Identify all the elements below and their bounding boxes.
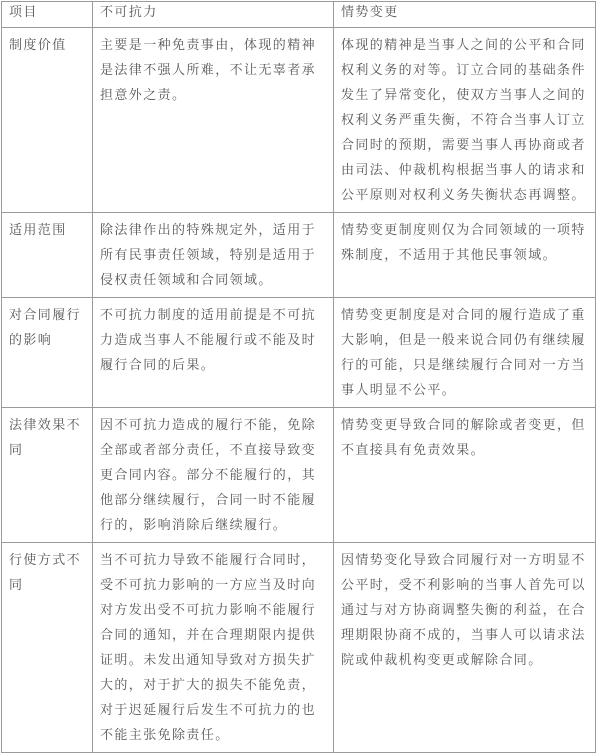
change-of-circumstances-cell: 情势变更制度是对合同的履行造成了重大影响，但是一般来说合同仍有继续履行的可能，只是继续履行合同对一方当事人明显不公平。	[334, 298, 596, 408]
force-majeure-cell: 除法律作出的特殊规定外，适用于所有民事责任领域，特别是适用于侵权责任领域和合同领域。	[93, 213, 334, 298]
force-majeure-cell: 不可抗力制度的适用前提是不可抗力造成当事人不能履行或不能及时履行合同的后果。	[93, 298, 334, 408]
table-row	[2, 298, 596, 408]
row-item-label: 对合同履行的影响	[2, 298, 93, 408]
header-change-of-circumstances: 情势变更	[334, 2, 596, 28]
comparison-table	[1, 1, 596, 753]
change-of-circumstances-cell: 体现的精神是当事人之间的公平和合同权利义务的对等。订立合同的基础条件发生了异常变化，使双方当事人之间的权利义务严重失衡，不符合当事人订立合同时的预期，需要当事人再协商或者由司法、仲裁机构根据当事人的请求和公平原则对权利义务失衡状态再调整。	[334, 28, 596, 213]
force-majeure-cell: 主要是一种免责事由，体现的精神是法律不强人所难，不让无辜者承担意外之责。	[93, 28, 334, 213]
table-row	[2, 213, 596, 298]
force-majeure-cell: 因不可抗力造成的履行不能，免除全部或者部分责任，不直接导致变更合同内容。部分不能履行的，其他部分继续履行，合同一时不能履行的，影响消除后继续履行。	[93, 408, 334, 543]
header-item: 项目	[2, 2, 93, 28]
change-of-circumstances-cell: 情势变更制度则仅为合同领域的一项特殊制度，不适用于其他民事领域。	[334, 213, 596, 298]
table-row	[2, 408, 596, 543]
header-force-majeure: 不可抗力	[93, 2, 334, 28]
row-item-label: 行使方式不同	[2, 543, 93, 753]
force-majeure-cell: 当不可抗力导致不能履行合同时，受不可抗力影响的一方应当及时向对方发出受不可抗力影响不能履行合同的通知，并在合理期限内提供证明。未发出通知导致对方损失扩大的，对于扩大的损失不能免责，对于迟延履行后发生不可抗力的也不能主张免除责任。	[93, 543, 334, 753]
change-of-circumstances-cell: 因情势变化导致合同履行对一方明显不公平时，受不利影响的当事人首先可以通过与对方协商调整失衡的利益，在合理期限协商不成的，当事人可以请求法院或仲裁机构变更或解除合同。	[334, 543, 596, 753]
row-item-label: 制度价值	[2, 28, 93, 213]
table-row	[2, 543, 596, 753]
table-row	[2, 28, 596, 213]
row-item-label: 法律效果不同	[2, 408, 93, 543]
row-item-label: 适用范围	[2, 213, 93, 298]
change-of-circumstances-cell: 情势变更导致合同的解除或者变更，但不直接具有免责效果。	[334, 408, 596, 543]
table-header-row	[2, 2, 596, 28]
